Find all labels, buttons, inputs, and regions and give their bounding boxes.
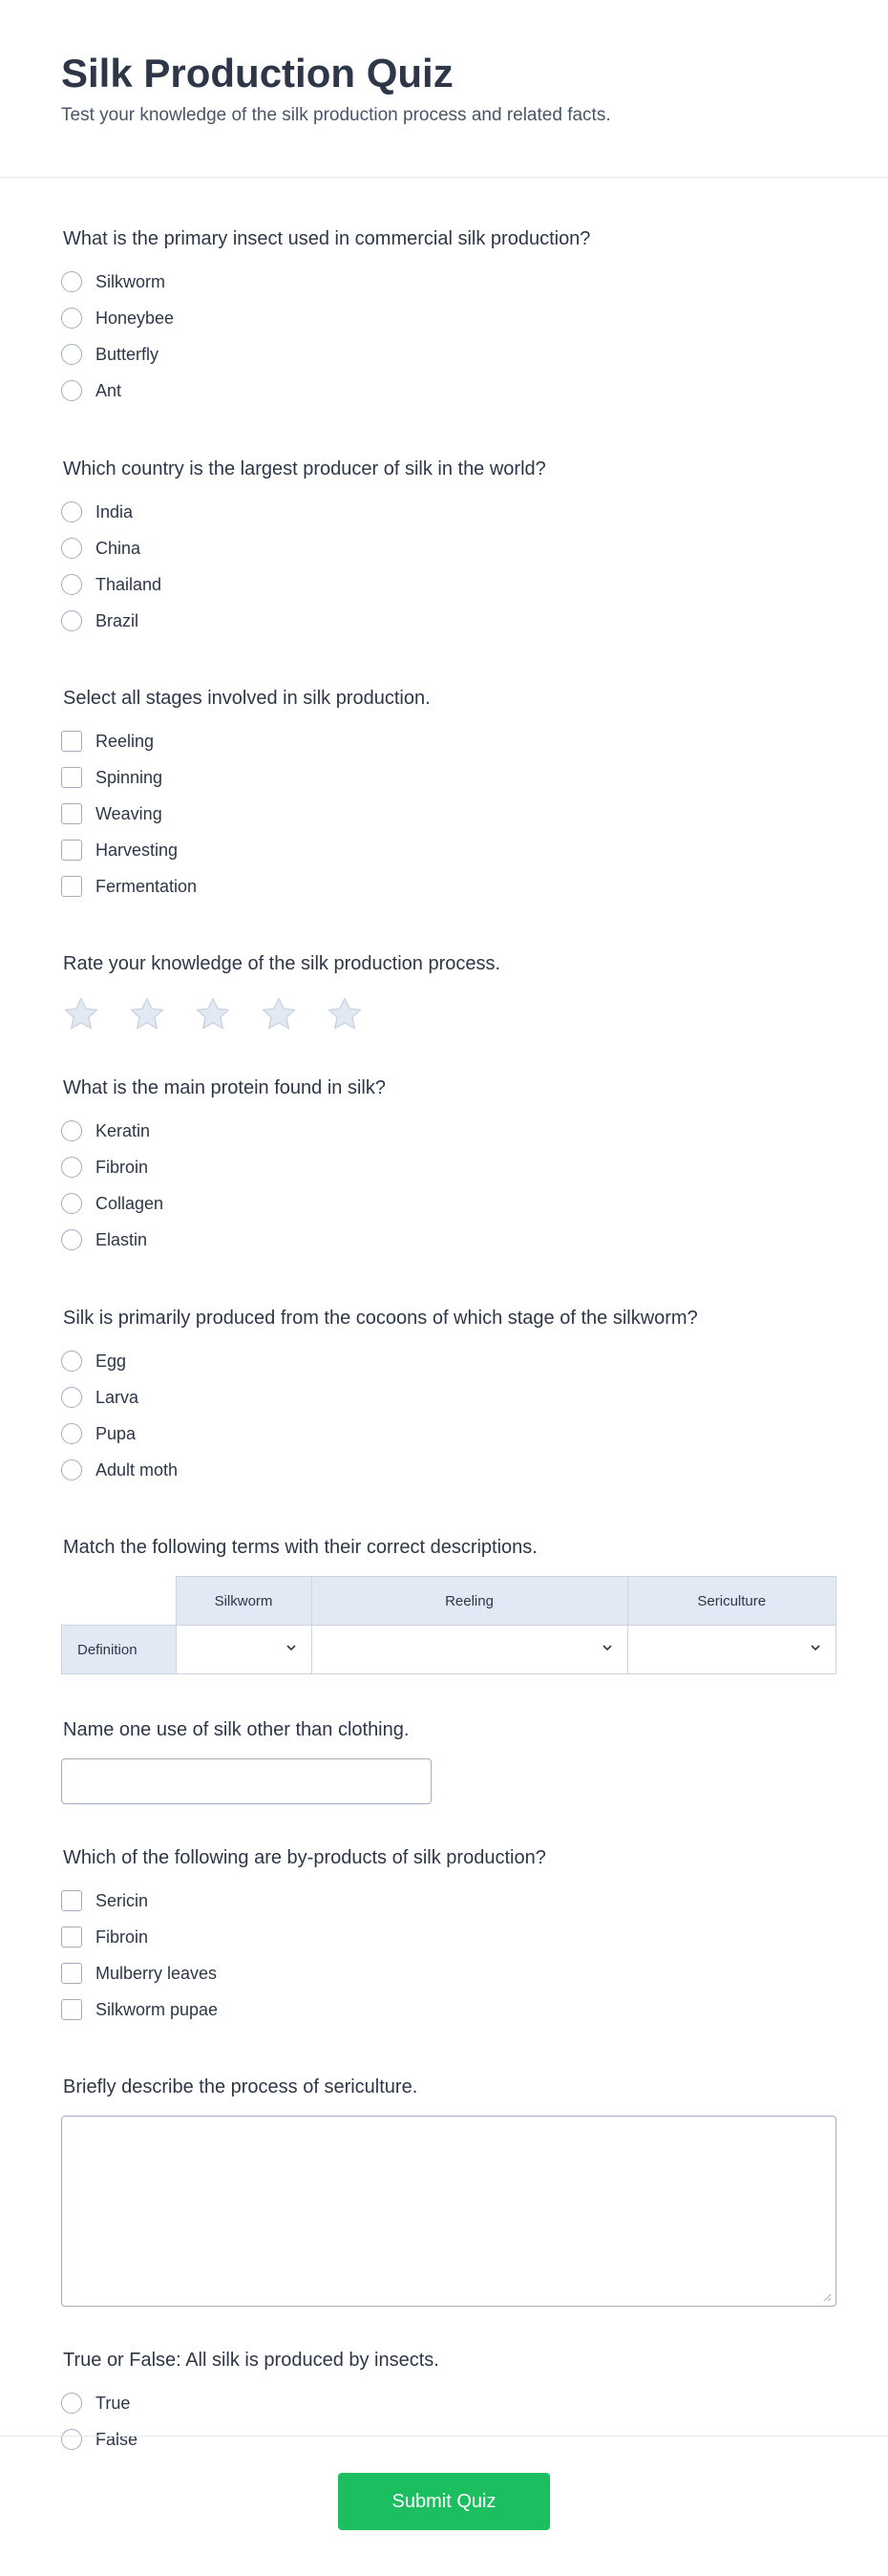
- question-9: [61, 1846, 827, 2028]
- checkbox-option[interactable]: [61, 723, 827, 759]
- radio-button[interactable]: [61, 1157, 82, 1178]
- question-title: Match the following terms with their correct descriptions.: [63, 1537, 538, 1558]
- question-title: Select all stages involved in silk production.: [63, 688, 431, 709]
- question-title: What is the main protein found in silk?: [63, 1077, 386, 1098]
- radio-option[interactable]: [61, 1452, 827, 1488]
- option-label: Collagen: [95, 1193, 164, 1213]
- checkbox-option[interactable]: [61, 832, 827, 868]
- chevron-down-icon: [285, 1641, 298, 1654]
- match-select-reeling[interactable]: [311, 1626, 627, 1674]
- column-header: Sericulture: [627, 1577, 836, 1626]
- radio-button[interactable]: [61, 2393, 82, 2414]
- column-header: Silkworm: [176, 1577, 311, 1626]
- radio-option[interactable]: [61, 1149, 827, 1185]
- radio-button[interactable]: [61, 501, 82, 522]
- option-label: Sericin: [95, 1890, 149, 1910]
- page-subtitle: Test your knowledge of the silk production process and related facts.: [61, 105, 611, 125]
- option-label: Butterfly: [95, 344, 159, 364]
- option-label: False: [95, 2429, 138, 2449]
- option-label: Adult moth: [95, 1459, 179, 1480]
- radio-button[interactable]: [61, 1229, 82, 1250]
- checkbox-option[interactable]: [61, 796, 827, 832]
- checkbox-option[interactable]: [61, 868, 827, 905]
- radio-button[interactable]: [61, 1459, 82, 1480]
- question-title: Rate your knowledge of the silk production process.: [63, 953, 501, 974]
- chevron-down-icon: [601, 1641, 614, 1654]
- question-10: [61, 2076, 827, 2307]
- question-3: [61, 687, 827, 905]
- option-label: Elastin: [95, 1229, 148, 1249]
- option-label: Spinning: [95, 767, 163, 787]
- radio-button[interactable]: [61, 1193, 82, 1214]
- option-label: Larva: [95, 1387, 139, 1407]
- option-label: Silkworm pupae: [95, 1999, 219, 2019]
- checkbox-option[interactable]: [61, 1919, 827, 1955]
- checkbox[interactable]: [61, 1999, 82, 2020]
- checkbox-option[interactable]: [61, 1955, 827, 1991]
- radio-option[interactable]: [61, 566, 827, 603]
- star-rating: [61, 994, 827, 1034]
- question-4: [61, 952, 827, 1034]
- question-2: [61, 458, 827, 639]
- option-label: Mulberry leaves: [95, 1963, 218, 1983]
- option-label: Weaving: [95, 803, 162, 823]
- option-label: Honeybee: [95, 308, 175, 328]
- radio-option[interactable]: [61, 1343, 827, 1379]
- radio-button[interactable]: [61, 1351, 82, 1372]
- option-label: Pupa: [95, 1423, 137, 1443]
- star-icon[interactable]: [259, 994, 299, 1034]
- checkbox[interactable]: [61, 803, 82, 824]
- radio-option[interactable]: [61, 264, 827, 300]
- match-select-silkworm[interactable]: [176, 1626, 311, 1674]
- checkbox-option[interactable]: [61, 1883, 827, 1919]
- radio-button[interactable]: [61, 271, 82, 292]
- text-answer-input[interactable]: [61, 1758, 432, 1804]
- star-icon[interactable]: [325, 994, 365, 1034]
- radio-button[interactable]: [61, 1423, 82, 1444]
- radio-option[interactable]: [61, 336, 827, 373]
- question-5: [61, 1076, 827, 1258]
- question-title: Which of the following are by-products of silk production?: [63, 1847, 546, 1868]
- question-title: Silk is primarily produced from the cocoons of which stage of the silkworm?: [63, 1308, 698, 1329]
- radio-option[interactable]: [61, 530, 827, 566]
- checkbox[interactable]: [61, 1890, 82, 1911]
- question-title: Name one use of silk other than clothing.: [63, 1719, 410, 1740]
- radio-button[interactable]: [61, 1387, 82, 1408]
- radio-option[interactable]: [61, 2385, 827, 2421]
- checkbox[interactable]: [61, 840, 82, 861]
- description-textarea[interactable]: [61, 2116, 836, 2307]
- radio-button[interactable]: [61, 538, 82, 559]
- radio-button[interactable]: [61, 610, 82, 631]
- checkbox[interactable]: [61, 731, 82, 752]
- radio-button[interactable]: [61, 380, 82, 401]
- option-label: Fibroin: [95, 1927, 149, 1947]
- radio-button[interactable]: [61, 574, 82, 595]
- radio-option[interactable]: [61, 1113, 827, 1149]
- radio-option[interactable]: [61, 1416, 827, 1452]
- checkbox[interactable]: [61, 767, 82, 788]
- option-label: Keratin: [95, 1120, 151, 1140]
- checkbox[interactable]: [61, 876, 82, 897]
- star-icon[interactable]: [127, 994, 167, 1034]
- option-label: Reeling: [95, 731, 155, 751]
- radio-option[interactable]: [61, 494, 827, 530]
- radio-button[interactable]: [61, 1120, 82, 1141]
- radio-option[interactable]: [61, 373, 827, 409]
- table-corner: [62, 1577, 177, 1626]
- question-1: [61, 227, 827, 409]
- question-title: Which country is the largest producer of silk in the world?: [63, 458, 546, 479]
- question-title: True or False: All silk is produced by insects.: [63, 2350, 439, 2371]
- question-7: [61, 1536, 827, 1674]
- option-label: China: [95, 538, 141, 558]
- question-title: What is the primary insect used in commercial silk production?: [63, 228, 591, 249]
- checkbox[interactable]: [61, 1927, 82, 1948]
- submit-quiz-button[interactable]: Submit Quiz: [338, 2473, 550, 2530]
- resize-grip-icon[interactable]: [822, 2292, 832, 2302]
- star-icon[interactable]: [61, 994, 101, 1034]
- question-8: [61, 1718, 827, 1804]
- column-header: Reeling: [311, 1577, 627, 1626]
- checkbox-option[interactable]: [61, 759, 827, 796]
- matching-table: [61, 1576, 836, 1674]
- option-label: Brazil: [95, 610, 139, 630]
- match-select-sericulture[interactable]: [627, 1626, 836, 1674]
- radio-option[interactable]: [61, 1379, 827, 1416]
- option-label: Harvesting: [95, 840, 179, 860]
- quiz-form: [0, 178, 888, 2458]
- option-label: Silkworm: [95, 271, 166, 291]
- radio-option[interactable]: [61, 1222, 827, 1258]
- radio-option[interactable]: [61, 603, 827, 639]
- option-label: True: [95, 2393, 131, 2413]
- quiz-header: [0, 0, 888, 178]
- radio-button[interactable]: [61, 308, 82, 329]
- checkbox-option[interactable]: [61, 1991, 827, 2028]
- checkbox[interactable]: [61, 1963, 82, 1984]
- radio-button[interactable]: [61, 344, 82, 365]
- radio-option[interactable]: [61, 1185, 827, 1222]
- question-6: [61, 1307, 827, 1488]
- option-label: Fermentation: [95, 876, 198, 896]
- quiz-footer: [0, 2436, 888, 2576]
- chevron-down-icon: [809, 1641, 822, 1654]
- option-label: India: [95, 501, 134, 522]
- page-title: Silk Production Quiz: [61, 51, 454, 96]
- radio-option[interactable]: [61, 300, 827, 336]
- question-title: Briefly describe the process of sericulture.: [63, 2076, 418, 2097]
- star-icon[interactable]: [193, 994, 233, 1034]
- option-label: Ant: [95, 380, 122, 400]
- option-label: Egg: [95, 1351, 127, 1371]
- option-label: Fibroin: [95, 1157, 149, 1177]
- option-label: Thailand: [95, 574, 162, 594]
- row-header: Definition: [62, 1626, 177, 1674]
